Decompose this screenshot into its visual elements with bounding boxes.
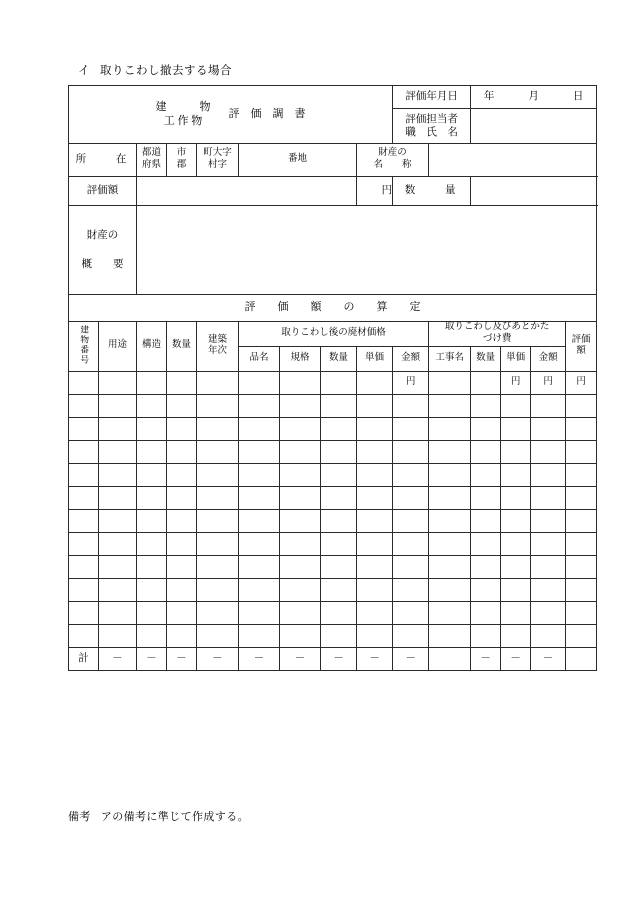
table-cell[interactable] <box>167 578 197 601</box>
table-cell[interactable] <box>501 417 531 440</box>
th-waste-unit-price: 単価 <box>357 346 393 371</box>
table-cell[interactable] <box>69 624 99 647</box>
table-cell[interactable] <box>137 624 167 647</box>
unit-cell-use <box>99 371 137 394</box>
table-cell[interactable] <box>167 463 197 486</box>
unit-cell-waste-unit-price <box>357 371 393 394</box>
table-cell[interactable] <box>471 555 501 578</box>
calc-title: 評 価 額 の 算 定 <box>69 295 597 322</box>
table-cell[interactable] <box>566 624 597 647</box>
table-cell[interactable] <box>239 578 280 601</box>
table-cell[interactable] <box>471 601 501 624</box>
table-cell[interactable] <box>393 417 429 440</box>
table-cell[interactable] <box>357 394 393 417</box>
table-cell[interactable] <box>137 555 167 578</box>
table-cell[interactable] <box>197 509 239 532</box>
table-cell[interactable] <box>167 486 197 509</box>
table-cell[interactable] <box>69 532 99 555</box>
table-row <box>69 440 597 463</box>
table-cell[interactable] <box>393 601 429 624</box>
table-cell[interactable] <box>321 578 357 601</box>
table-cell[interactable] <box>69 486 99 509</box>
table-cell[interactable] <box>167 417 197 440</box>
table-cell[interactable] <box>239 394 280 417</box>
amount-label: 評価額 <box>69 177 137 206</box>
table-cell[interactable] <box>531 532 566 555</box>
table-cell[interactable] <box>280 601 321 624</box>
table-cell[interactable] <box>239 555 280 578</box>
table-cell[interactable] <box>197 555 239 578</box>
table-cell[interactable] <box>471 578 501 601</box>
table-cell[interactable] <box>393 440 429 463</box>
table-cell[interactable] <box>429 463 471 486</box>
table-cell[interactable] <box>566 417 597 440</box>
th-item-name: 品名 <box>239 346 280 371</box>
form-row-location <box>69 144 597 177</box>
property-name-value[interactable] <box>429 144 597 177</box>
table-cell[interactable] <box>429 601 471 624</box>
table-cell[interactable] <box>280 486 321 509</box>
table-cell[interactable] <box>471 486 501 509</box>
form-title-line1: 建 物 <box>155 100 211 113</box>
table-cell[interactable] <box>239 532 280 555</box>
table-cell[interactable] <box>471 394 501 417</box>
table-cell[interactable] <box>321 532 357 555</box>
table-cell[interactable] <box>280 394 321 417</box>
table-cell[interactable] <box>321 417 357 440</box>
table-cell[interactable] <box>531 601 566 624</box>
unit-cell-quantity <box>167 371 197 394</box>
table-cell[interactable] <box>531 486 566 509</box>
unit-cell-build-year <box>197 371 239 394</box>
table-cell[interactable] <box>357 417 393 440</box>
table-cell[interactable] <box>239 486 280 509</box>
location-chooaza: 町大字 村字 <box>197 144 239 177</box>
table-cell[interactable] <box>393 394 429 417</box>
th-structure: 構造 <box>137 322 167 372</box>
outline-value[interactable] <box>137 206 597 295</box>
table-cell[interactable] <box>280 555 321 578</box>
footnote <box>68 808 249 824</box>
form-title-line3: 評 価 調 書 <box>228 107 306 120</box>
amount-value[interactable] <box>137 177 357 206</box>
table-cell[interactable] <box>471 532 501 555</box>
th-standard: 規格 <box>280 346 321 371</box>
table-cell[interactable] <box>167 624 197 647</box>
table-cell[interactable] <box>137 601 167 624</box>
unit-cell-demo-quantity <box>471 371 501 394</box>
table-cell[interactable] <box>566 463 597 486</box>
table-cell[interactable] <box>197 532 239 555</box>
form-row-outline <box>69 206 597 295</box>
table-cell[interactable] <box>531 555 566 578</box>
total-eval-amount <box>566 647 597 670</box>
table-row <box>69 463 597 486</box>
footnote-text: アの備考に準じて作成する。 <box>100 811 250 823</box>
table-cell[interactable] <box>280 417 321 440</box>
table-cell[interactable] <box>357 532 393 555</box>
table-cell[interactable] <box>357 509 393 532</box>
table-cell[interactable] <box>321 463 357 486</box>
unit-cell-item-name <box>239 371 280 394</box>
quantity-label: 数 量 <box>393 177 471 206</box>
table-cell[interactable] <box>167 555 197 578</box>
table-cell[interactable] <box>531 463 566 486</box>
table-cell[interactable] <box>137 509 167 532</box>
quantity-value[interactable] <box>471 177 597 206</box>
table-cell[interactable] <box>99 440 137 463</box>
eval-person-label-line1: 評価担当者 <box>405 113 458 125</box>
table-cell[interactable] <box>137 440 167 463</box>
table-cell[interactable] <box>321 394 357 417</box>
table-cell[interactable] <box>566 578 597 601</box>
th-eval-amount: 評価 額 <box>566 322 597 372</box>
location-todofuken: 都道 府県 <box>137 144 167 177</box>
total-demo-quantity: － <box>471 647 501 670</box>
th-build-year: 建築 年次 <box>197 322 239 372</box>
eval-date-month: 月 <box>528 91 539 103</box>
table-cell[interactable] <box>69 578 99 601</box>
table-cell[interactable] <box>99 463 137 486</box>
table-cell[interactable] <box>167 440 197 463</box>
outline-label-line1: 財産の <box>86 229 119 241</box>
table-cell[interactable] <box>137 463 167 486</box>
table-cell[interactable] <box>357 486 393 509</box>
total-item-name: － <box>239 647 280 670</box>
table-cell[interactable] <box>471 417 501 440</box>
table-cell[interactable] <box>69 440 99 463</box>
table-row <box>69 394 597 417</box>
table-cell[interactable] <box>357 463 393 486</box>
form-title-line2: 工 作 物 <box>163 114 203 127</box>
table-cell[interactable] <box>429 509 471 532</box>
unit-cell-eval-amount: 円 <box>566 371 597 394</box>
table-cell[interactable] <box>69 394 99 417</box>
table-row <box>69 509 597 532</box>
table-cell[interactable] <box>197 601 239 624</box>
total-label: 計 <box>69 647 99 670</box>
table-cell[interactable] <box>197 394 239 417</box>
table-cell[interactable] <box>357 578 393 601</box>
heading-marker: イ <box>78 65 90 77</box>
table-cell[interactable] <box>566 440 597 463</box>
location-label: 所 在 <box>69 144 137 177</box>
total-demo-unit-price: － <box>501 647 531 670</box>
table-cell[interactable] <box>471 463 501 486</box>
th-building-no: 建物番号 <box>69 322 99 372</box>
table-cell[interactable] <box>501 532 531 555</box>
table-cell[interactable] <box>531 578 566 601</box>
th-quantity: 数量 <box>167 322 197 372</box>
table-cell[interactable] <box>357 440 393 463</box>
heading-text: 取りこわし撤去する場合 <box>100 65 232 77</box>
table-cell[interactable] <box>429 417 471 440</box>
table-cell[interactable] <box>167 394 197 417</box>
table-cell[interactable] <box>566 394 597 417</box>
table-cell[interactable] <box>99 394 137 417</box>
total-waste-unit-price: － <box>357 647 393 670</box>
table-cell[interactable] <box>321 624 357 647</box>
table-cell[interactable] <box>501 394 531 417</box>
eval-person-label <box>393 109 471 144</box>
table-cell[interactable] <box>501 555 531 578</box>
eval-date-year: 年 <box>483 91 495 103</box>
table-cell[interactable] <box>99 532 137 555</box>
table-cell[interactable] <box>501 509 531 532</box>
table-cell[interactable] <box>239 509 280 532</box>
table-cell[interactable] <box>321 440 357 463</box>
amount-unit: 円 <box>357 177 393 206</box>
table-unit-row <box>69 371 597 394</box>
table-cell[interactable] <box>471 509 501 532</box>
unit-cell-waste-amount: 円 <box>393 371 429 394</box>
table-cell[interactable] <box>167 601 197 624</box>
table-cell[interactable] <box>239 624 280 647</box>
table-cell[interactable] <box>471 624 501 647</box>
table-cell[interactable] <box>99 417 137 440</box>
table-cell[interactable] <box>393 509 429 532</box>
unit-cell-building-no <box>69 371 99 394</box>
unit-cell-structure <box>137 371 167 394</box>
table-cell[interactable] <box>429 532 471 555</box>
table-cell[interactable] <box>197 440 239 463</box>
table-row <box>69 417 597 440</box>
table-cell[interactable] <box>357 555 393 578</box>
table-body <box>69 394 597 647</box>
table-row <box>69 578 597 601</box>
table-cell[interactable] <box>393 486 429 509</box>
table-cell[interactable] <box>167 532 197 555</box>
unit-cell-demo-amount: 円 <box>531 371 566 394</box>
eval-date-value[interactable] <box>471 86 597 109</box>
table-cell[interactable] <box>393 463 429 486</box>
table-cell[interactable] <box>239 417 280 440</box>
table-cell[interactable] <box>99 601 137 624</box>
total-standard: － <box>280 647 321 670</box>
table-cell[interactable] <box>69 509 99 532</box>
table-row <box>69 486 597 509</box>
table-cell[interactable] <box>197 463 239 486</box>
footnote-label: 備考 <box>68 811 91 823</box>
table-cell[interactable] <box>393 578 429 601</box>
property-name-label: 財産の 名 称 <box>357 144 429 177</box>
table-cell[interactable] <box>531 417 566 440</box>
table-row <box>69 532 597 555</box>
table-cell[interactable] <box>99 509 137 532</box>
table-cell[interactable] <box>429 578 471 601</box>
unit-cell-work-name <box>429 371 471 394</box>
table-cell[interactable] <box>429 394 471 417</box>
table-cell[interactable] <box>357 601 393 624</box>
table-cell[interactable] <box>137 578 167 601</box>
table-cell[interactable] <box>280 624 321 647</box>
table-header-row-1 <box>69 322 597 347</box>
th-use: 用途 <box>99 322 137 372</box>
table-cell[interactable] <box>167 509 197 532</box>
form-title-block <box>69 86 393 144</box>
table-cell[interactable] <box>321 555 357 578</box>
table-row <box>69 555 597 578</box>
eval-person-label-line2: 職 氏 名 <box>405 127 458 138</box>
table-cell[interactable] <box>99 624 137 647</box>
total-structure: － <box>137 647 167 670</box>
table-cell[interactable] <box>429 486 471 509</box>
th-group-waste: 取りこわし後の廃材価格 <box>239 322 429 347</box>
table-cell[interactable] <box>566 555 597 578</box>
th-group-demolition: 取りこわし及びあとかた づけ費 <box>429 322 566 347</box>
table-cell[interactable] <box>197 486 239 509</box>
table-cell[interactable] <box>69 601 99 624</box>
th-waste-quantity: 数量 <box>321 346 357 371</box>
form-row-amount <box>69 177 597 206</box>
table-cell[interactable] <box>99 578 137 601</box>
table-cell[interactable] <box>69 417 99 440</box>
table-cell[interactable] <box>501 578 531 601</box>
valuation-form-table <box>68 85 597 671</box>
form-row-calc-title <box>69 295 597 322</box>
table-cell[interactable] <box>501 624 531 647</box>
section-heading <box>78 62 232 78</box>
eval-date-label: 評価年月日 <box>393 86 471 109</box>
table-cell[interactable] <box>321 601 357 624</box>
table-cell[interactable] <box>137 394 167 417</box>
th-waste-amount: 金額 <box>393 346 429 371</box>
table-cell[interactable] <box>429 624 471 647</box>
table-cell[interactable] <box>99 486 137 509</box>
table-cell[interactable] <box>566 601 597 624</box>
table-cell[interactable] <box>531 440 566 463</box>
table-cell[interactable] <box>280 509 321 532</box>
unit-cell-standard <box>280 371 321 394</box>
th-demo-amount: 金額 <box>531 346 566 371</box>
table-cell[interactable] <box>197 417 239 440</box>
table-cell[interactable] <box>280 463 321 486</box>
table-cell[interactable] <box>501 601 531 624</box>
total-waste-quantity: － <box>321 647 357 670</box>
table-row <box>69 624 597 647</box>
table-cell[interactable] <box>501 463 531 486</box>
total-build-year: － <box>197 647 239 670</box>
table-cell[interactable] <box>99 555 137 578</box>
table-cell[interactable] <box>393 555 429 578</box>
table-cell[interactable] <box>321 486 357 509</box>
location-banchi: 番地 <box>239 144 357 177</box>
table-cell[interactable] <box>566 532 597 555</box>
table-cell[interactable] <box>531 509 566 532</box>
table-cell[interactable] <box>471 440 501 463</box>
table-total-row <box>69 647 597 670</box>
th-work-name: 工事名 <box>429 346 471 371</box>
table-cell[interactable] <box>197 578 239 601</box>
table-cell[interactable] <box>69 555 99 578</box>
total-waste-amount: － <box>393 647 429 670</box>
table-cell[interactable] <box>69 463 99 486</box>
table-cell[interactable] <box>280 578 321 601</box>
total-work-name <box>429 647 471 670</box>
table-cell[interactable] <box>531 394 566 417</box>
table-cell[interactable] <box>566 509 597 532</box>
total-quantity: － <box>167 647 197 670</box>
th-demo-unit-price: 単価 <box>501 346 531 371</box>
table-cell[interactable] <box>321 509 357 532</box>
table-cell[interactable] <box>137 417 167 440</box>
th-demo-quantity: 数量 <box>471 346 501 371</box>
table-cell[interactable] <box>429 440 471 463</box>
table-cell[interactable] <box>137 532 167 555</box>
table-cell[interactable] <box>239 440 280 463</box>
table-cell[interactable] <box>137 486 167 509</box>
eval-person-value[interactable] <box>471 109 597 144</box>
unit-cell-waste-quantity <box>321 371 357 394</box>
table-cell[interactable] <box>531 624 566 647</box>
unit-cell-demo-unit-price: 円 <box>501 371 531 394</box>
table-cell[interactable] <box>239 463 280 486</box>
location-shigun: 市 郡 <box>167 144 197 177</box>
table-cell[interactable] <box>357 624 393 647</box>
table-cell[interactable] <box>429 555 471 578</box>
table-cell[interactable] <box>197 624 239 647</box>
table-cell[interactable] <box>239 601 280 624</box>
table-row <box>69 601 597 624</box>
table-cell[interactable] <box>501 486 531 509</box>
total-demo-amount: － <box>531 647 566 670</box>
table-cell[interactable] <box>393 624 429 647</box>
table-cell[interactable] <box>393 532 429 555</box>
form-row-title-1 <box>69 86 597 109</box>
table-cell[interactable] <box>280 532 321 555</box>
table-cell[interactable] <box>501 440 531 463</box>
eval-date-day: 日 <box>572 91 584 103</box>
outline-label <box>69 206 137 295</box>
outline-label-line2: 概 要 <box>81 259 124 270</box>
table-cell[interactable] <box>566 486 597 509</box>
table-cell[interactable] <box>280 440 321 463</box>
total-use: － <box>99 647 137 670</box>
